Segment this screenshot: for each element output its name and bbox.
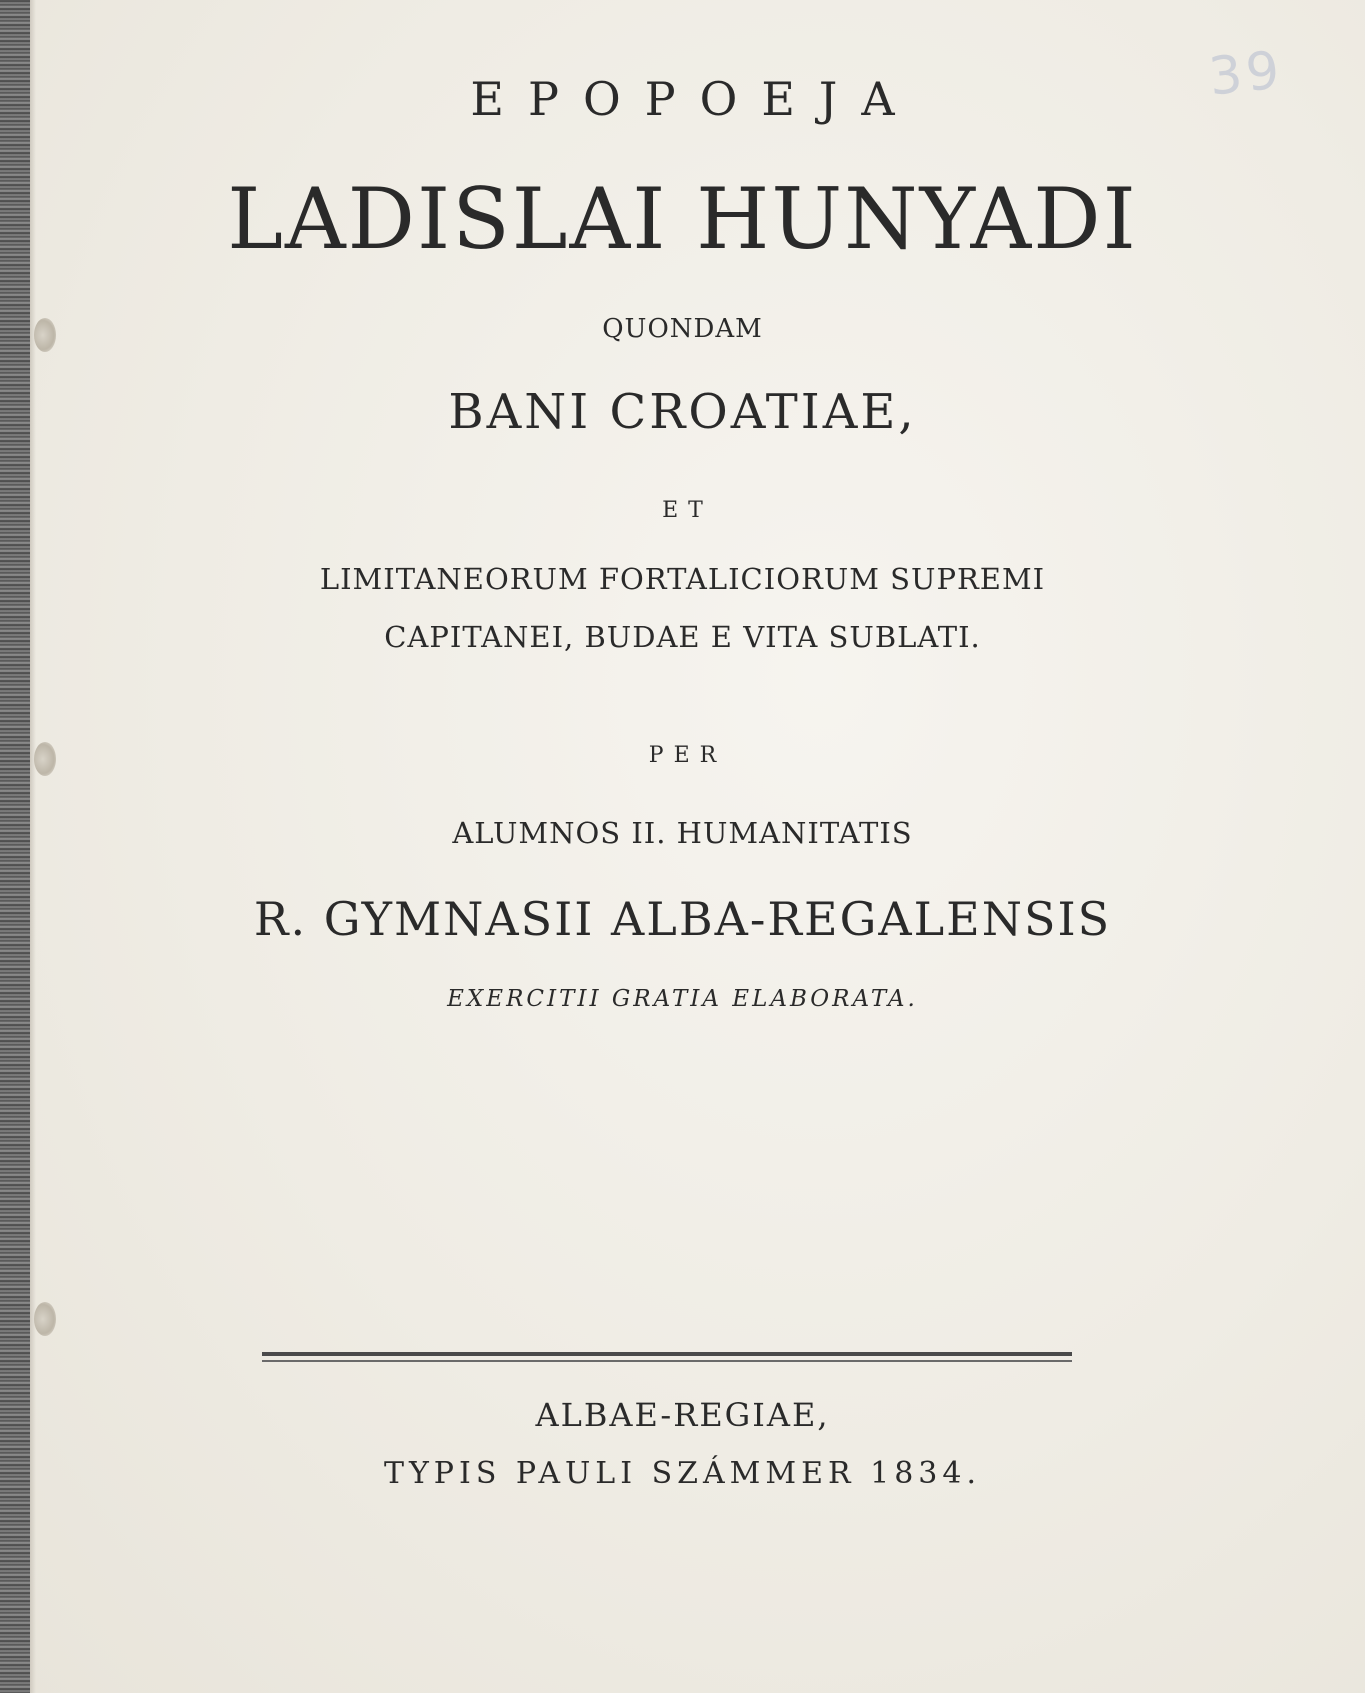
imprint-printer: TYPIS PAULI SZÁMMER 1834. [383,1456,982,1491]
title-exercitii: EXERCITII GRATIA ELABORATA. [447,986,918,1012]
divider-rule-thin [262,1360,1072,1362]
title-per: PER [648,743,727,768]
title-capitanei: CAPITANEI, BUDAE E VITA SUBLATI. [384,620,981,654]
title-alumnos: ALUMNOS II. HUMANITATIS [452,816,913,850]
title-gymnasii: R. GYMNASII ALBA-REGALENSIS [253,892,1112,946]
title-et: ET [662,498,713,523]
imprint-place: ALBAE-REGIAE, [535,1396,830,1434]
handwritten-shelf-number: 39 [1205,40,1286,108]
title-bani-croatiae: BANI CROATIAE, [448,384,917,440]
title-main-name: LADISLAI HUNYADI [227,170,1138,268]
title-limitaneorum: LIMITANEORUM FORTALICIORUM SUPREMI [319,562,1046,596]
title-quondam: QUONDAM [602,314,763,344]
title-epopoeja: EPOPOEJA [470,72,919,126]
binding-hole [34,1302,56,1336]
divider-rule [262,1352,1072,1356]
